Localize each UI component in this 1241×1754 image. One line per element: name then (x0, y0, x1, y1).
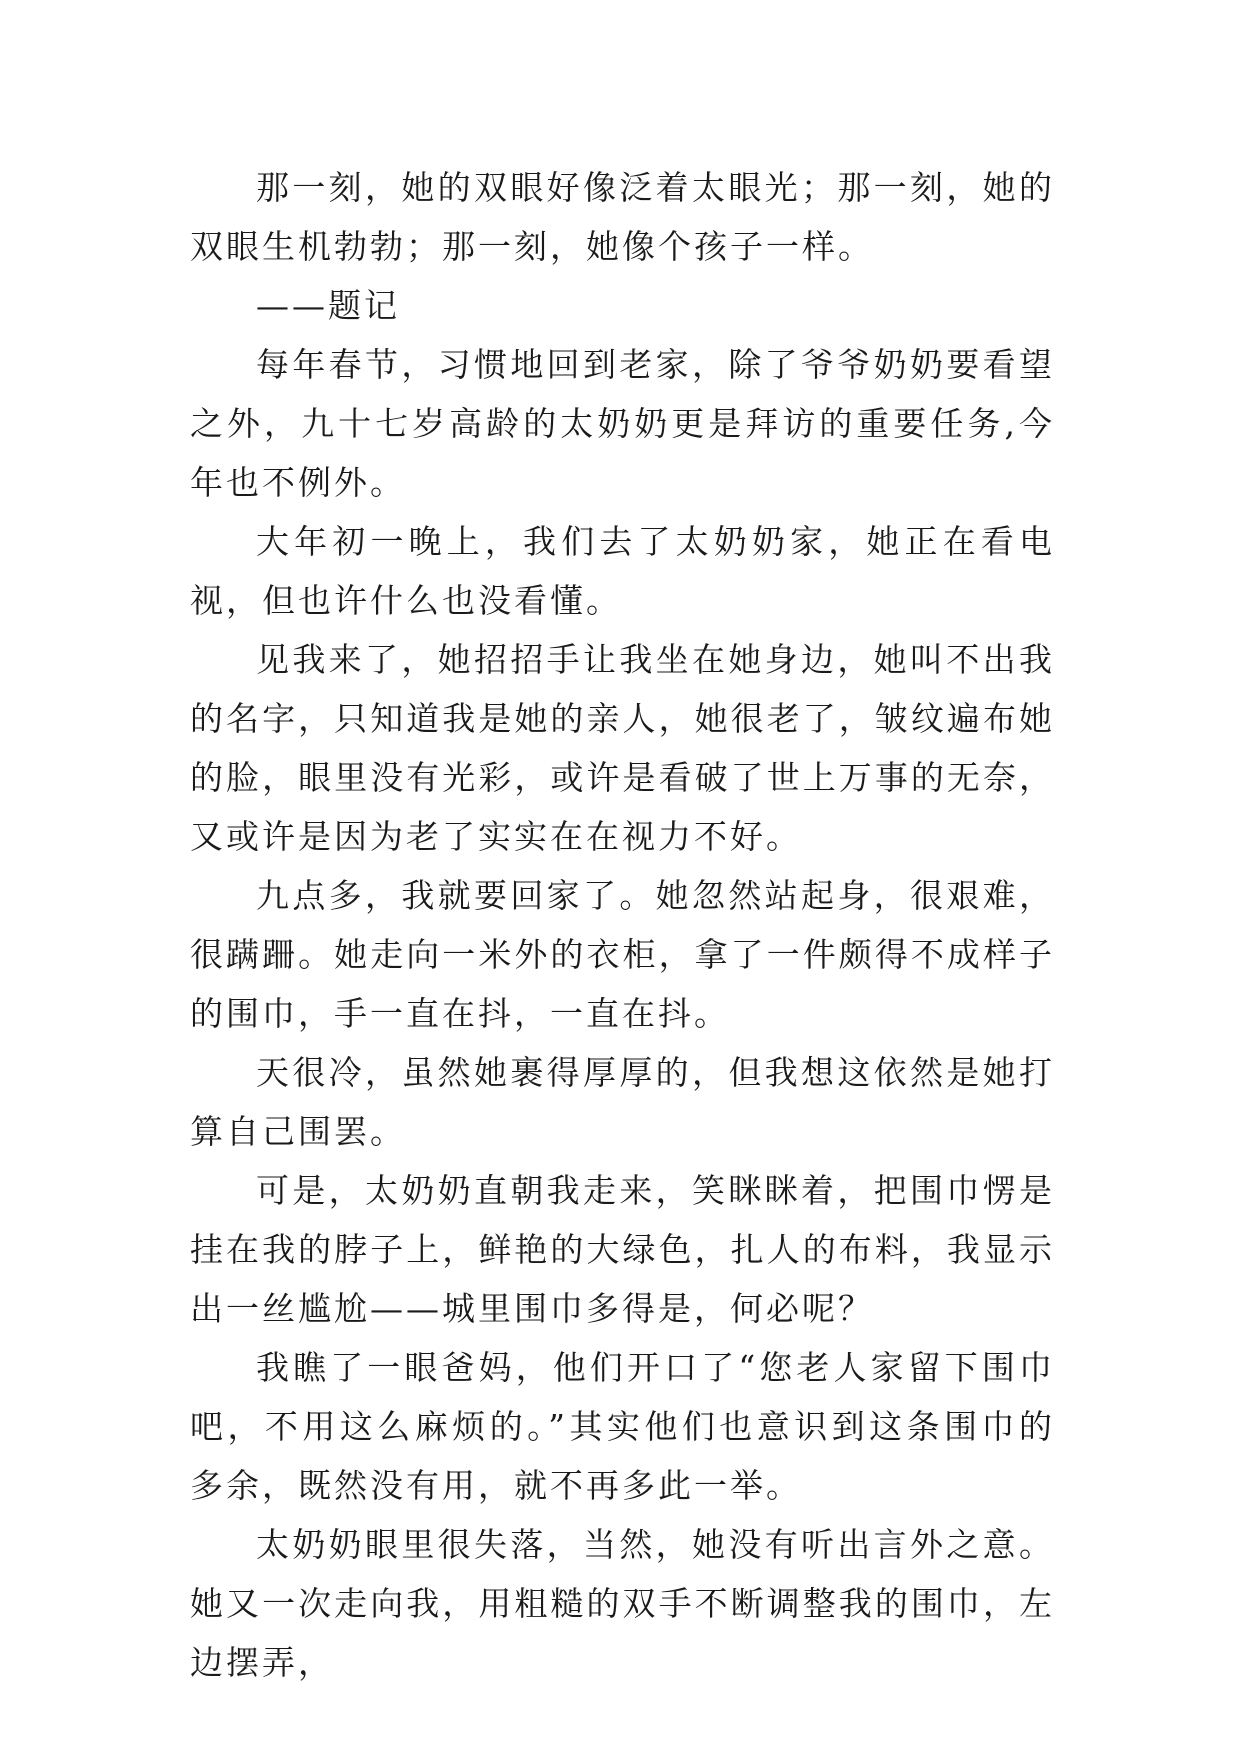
paragraph: 天很冷，虽然她裹得厚厚的，但我想这依然是她打算自己围罢。 (190, 1053, 1055, 1151)
essay-body (190, 158, 1055, 1692)
paragraph: 见我来了，她招招手让我坐在她身边，她叫不出我的名字，只知道我是她的亲人，她很老了，皱纹遍布她的脸，眼里没有光彩，或许是看破了世上万事的无奈，又或许是因为老了实实在在视力不好。 (190, 640, 1055, 856)
paragraph: 九点多，我就要回家了。她忽然站起身，很艰难，很蹒跚。她走向一米外的衣柜，拿了一件颇得不成样子的围巾，手一直在抖，一直在抖。 (190, 876, 1055, 1033)
paragraph: 我瞧了一眼爸妈，他们开口了“您老人家留下围巾吧，不用这么麻烦的。”其实他们也意识到这条围巾的多余，既然没有用，就不再多此一举。 (190, 1348, 1055, 1505)
paragraph-opening: 那一刻，她的双眼好像泛着太眼光；那一刻，她的双眼生机勃勃；那一刻，她像个孩子一样。 (190, 168, 1055, 266)
paragraph: 太奶奶眼里很失落，当然，她没有听出言外之意。她又一次走向我，用粗糙的双手不断调整我的围巾，左边摆弄， (190, 1525, 1055, 1682)
paragraph: 大年初一晚上，我们去了太奶奶家，她正在看电视，但也许什么也没看懂。 (190, 522, 1055, 620)
paragraph: 每年春节，习惯地回到老家，除了爷爷奶奶要看望之外，九十七岁高龄的太奶奶更是拜访的重要任务,今年也不例外。 (190, 345, 1055, 502)
paragraph-epigraph-attribution: ——题记 (256, 286, 400, 325)
paragraph: 可是，太奶奶直朝我走来，笑眯眯着，把围巾愣是挂在我的脖子上，鲜艳的大绿色，扎人的布料，我显示出一丝尴尬——城里围巾多得是，何必呢？ (190, 1171, 1055, 1328)
